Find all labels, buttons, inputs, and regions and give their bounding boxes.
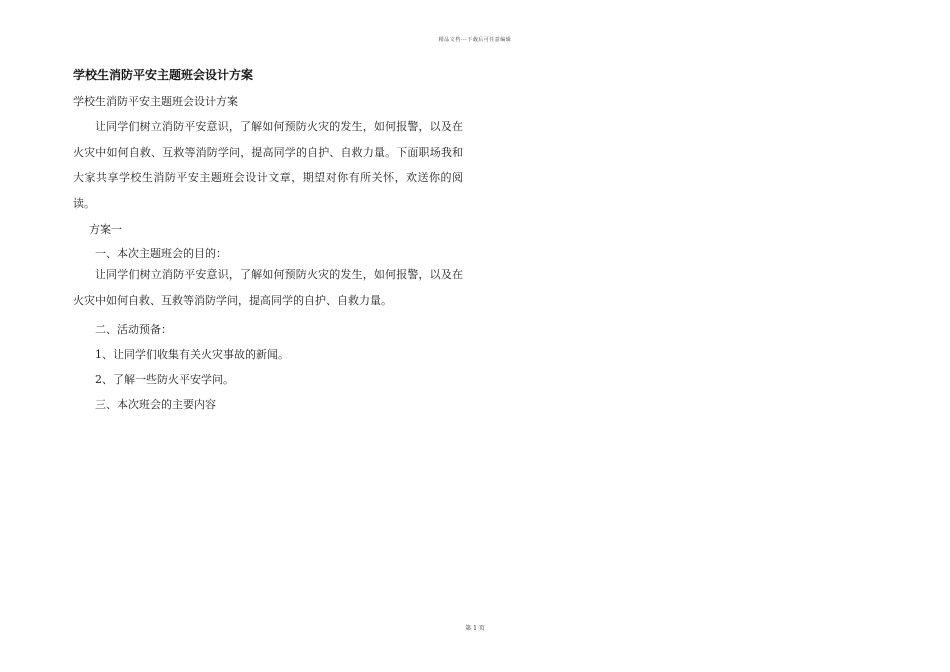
document-subtitle: 学校生消防平安主题班会设计方案 — [73, 95, 238, 108]
section-1-heading: 一、本次主题班会的目的： — [95, 247, 227, 260]
section-2-heading: 二、活动预备： — [95, 323, 172, 336]
section-1-body: 让同学们树立消防平安意识，了解如何预防火灾的发生，如何报警，以及在火灾中如何自救、互救等消防学问，提高同学的自护、自救力量。 — [73, 268, 463, 307]
plan-label: 方案一 — [89, 223, 122, 236]
document-title: 学校生消防平安主题班会设计方案 — [73, 68, 254, 82]
page-header: 精品文档---下载后可任意编辑 — [438, 37, 512, 43]
section-3-heading: 三、本次班会的主要内容 — [95, 398, 216, 411]
list-item-2: 2、了解一些防火平安学问。 — [95, 373, 234, 386]
intro-paragraph: 让同学们树立消防平安意识，了解如何预防火灾的发生，如何报警，以及在火灾中如何自救、互救等消防学问，提高同学的自护、自救力量。下面职场我和大家共享学校生消防平安主题班会设计文章，期望对你有所关怀，欢送你的阅读。 — [73, 120, 463, 210]
page-number: 第 1 页 — [465, 625, 485, 632]
list-item-1: 1、让同学们收集有关火灾事故的新闻。 — [95, 348, 289, 361]
